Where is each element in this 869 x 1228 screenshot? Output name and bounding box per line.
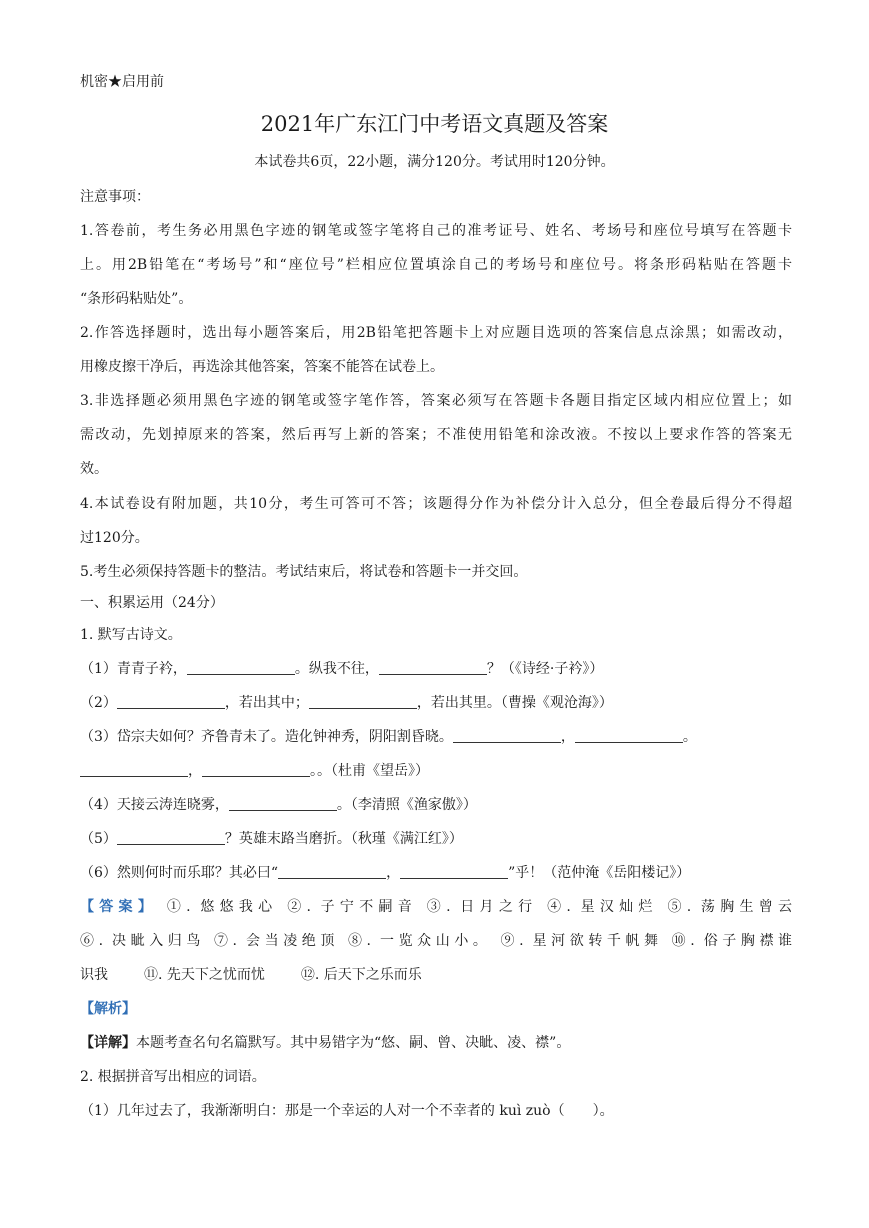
notice-line: 上。用2B铅笔在“考场号”和“座位号”栏相应位置填涂自己的考场号和座位号。将条形码粘贴在答题卡 [80,257,792,273]
answer-blank [400,864,508,879]
notice-heading: 注意事项： [80,189,150,205]
answer-item: ①. 悠悠我心 [166,899,278,915]
notice-line: “条形码粘贴处”。 [80,291,193,307]
answer-item: ⑪. 先天下之忧而忧 [144,967,265,983]
answer-item: ③. 日月之行 [426,899,538,915]
exam-info: 本试卷共6页，22小题，满分120分。考试用时120分钟。 [254,154,615,170]
question-item: （1）青青子衿， 。纵我不往， ？（《诗经·子衿》） [80,661,604,677]
notice-line: 效。 [80,461,108,477]
question-item: （5） ？英雄末路当磨折。（秋瑾《满江红》） [80,831,463,847]
confidential-label: 机密★启用前 [80,74,164,90]
answer-item: ②. 子宁不嗣音 [287,899,418,915]
answer-blank [117,830,225,845]
answer-blank [278,864,386,879]
question-item: （3）岱宗夫如何？齐鲁青未了。造化钟神秀，阴阳割昏晓。 ， 。 [80,729,697,745]
answer-blank [117,694,225,709]
notice-line: 5.考生必须保持答题卡的整洁。考试结束后，将试卷和答题卡一并交回。 [80,564,528,580]
answer-line [80,931,792,951]
answer-blank [187,660,295,675]
notice-line: 2.作答选择题时，选出每小题答案后，用2B铅笔把答题卡上对应题目选项的答案信息点涂黑；如需改动， [80,325,792,341]
answer-item: ⑦. 会当凌绝顶 [213,933,339,949]
answer-item: ⑤. 荡胸生曾云 [667,899,793,915]
answer-item: ⑨. 星河欲转千帆舞 [500,933,663,949]
question-item: （6）然则何时而乐耶？其必曰“ ， ”乎！（范仲淹《岳阳楼记》） [80,865,691,881]
question-stem: 2. 根据拼音写出相应的词语。 [80,1069,266,1085]
answer-blank [202,762,310,777]
question-item: （4）天接云涛连晓雾， 。（李清照《渔家傲》） [80,797,477,813]
question-item: （1）几年过去了，我渐渐明白：那是一个幸运的人对一个不幸者的 kuì zuò（ ）。 [80,1103,614,1119]
answer-blank [575,728,683,743]
notice-line: 1.答卷前，考生务必用黑色字迹的钢笔或签字笔将自己的准考证号、姓名、考场号和座位号填写在答题卡 [80,223,792,239]
page-title: 2021年广东江门中考语文真题及答案 [260,112,609,136]
question-item: ， 。。（杜甫《望岳》） [80,761,429,781]
notice-line: 3.非选择题必须用黑色字迹的钢笔或签字笔作答，答案必须写在答题卡各题目指定区域内相应位置上；如 [80,393,792,409]
answer-item: ⑩. 俗子胸襟谁 [671,933,793,949]
section-heading: 一、积累运用（24分） [80,595,224,611]
question-stem: 1. 默写古诗文。 [80,627,182,643]
answer-item: ⑥. 决眦入归鸟 [80,933,205,949]
notice-line: 用橡皮擦干净后，再选涂其他答案，答案不能答在试卷上。 [80,359,444,375]
answer-blank [80,762,188,777]
question-item: （2） ，若出其中； ，若出其里。（曹操《观沧海》） [80,695,613,711]
analysis-label: 【解析】 [80,1001,136,1017]
notice-line: 过120分。 [80,530,149,546]
answer-item: ④. 星汉灿烂 [547,899,658,915]
answer-blank [309,694,417,709]
answer-line [80,965,422,985]
detail-label: 【详解】 [80,1035,136,1051]
answer-item: ⑧. 一览众山小。 [347,933,492,949]
answer-item: ⑫. 后天下之乐而乐 [300,967,422,983]
detail-text: 本题考查名句名篇默写。其中易错字为“悠、嗣、曾、决眦、凌、襟”。 [136,1035,571,1051]
notice-line: 4.本试卷设有附加题，共10分，考生可答可不答；该题得分作为补偿分计入总分，但全卷最后得分不得超 [80,496,792,512]
answer-blank [379,660,487,675]
notice-line: 需改动，先划掉原来的答案，然后再写上新的答案；不准使用铅笔和涂改液。不按以上要求作答的答案无 [80,427,792,443]
answer-blank [229,796,337,811]
answer-item: 识我 [80,967,108,983]
detail-line [80,1033,570,1053]
answer-line [80,897,792,917]
answer-blank [453,728,561,743]
answer-label: 【答案】 [80,899,158,915]
